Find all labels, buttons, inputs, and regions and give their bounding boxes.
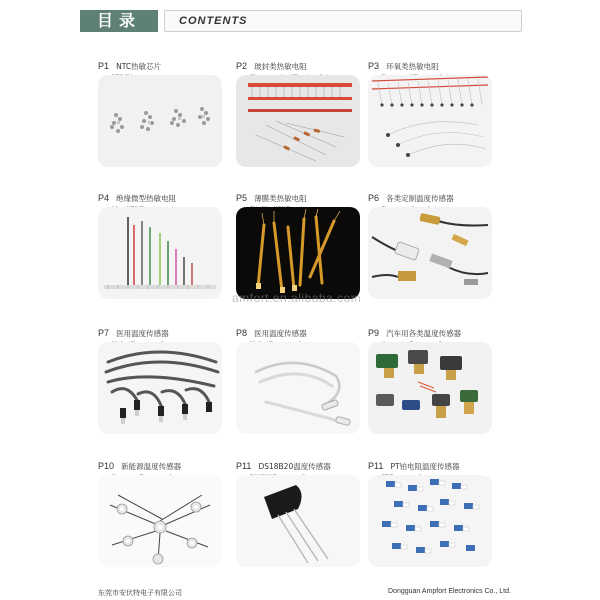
page-number: P9 (368, 328, 380, 338)
item-name-cn: 玻封类热敏电阻 (254, 62, 307, 71)
item-label (98, 54, 226, 74)
page-number: P4 (98, 193, 110, 203)
item-label (368, 454, 496, 474)
item-name-cn: 各类定制温度传感器 (386, 194, 454, 203)
header-title-cn: 目录 (80, 10, 158, 32)
medical-sensor-cable-photo (98, 342, 222, 434)
page-number: P3 (368, 61, 380, 71)
ntc-chip-photo (98, 75, 222, 167)
catalog-item-p4[interactable] (98, 186, 226, 206)
automotive-sensor-photo (368, 342, 492, 434)
catalog-item-p7[interactable] (98, 321, 226, 341)
custom-sensor-photo (368, 207, 492, 299)
item-name-cn: 新能源温度传感器 (121, 462, 182, 471)
item-label (368, 54, 496, 74)
catalog-item-p10[interactable] (98, 454, 226, 474)
item-name-cn: 汽车用各类温度传感器 (386, 329, 462, 338)
pt-sensor-photo (368, 475, 492, 567)
medical-probe-photo (236, 342, 360, 434)
item-name-cn: 医用温度传感器 (254, 329, 307, 338)
item-label (236, 186, 364, 206)
item-label (98, 321, 226, 341)
catalog-item-p11-pt[interactable] (368, 454, 496, 474)
item-label (236, 454, 364, 474)
page-number: P1 (98, 61, 110, 71)
item-label (236, 321, 364, 341)
catalog-item-p1[interactable] (98, 54, 226, 74)
header-bar (164, 10, 522, 32)
glass-thermistor-photo (236, 75, 360, 167)
item-name-cn: PT铂电阻温度传感器 (390, 462, 460, 471)
catalog-item-p5[interactable] (236, 186, 364, 206)
item-name-cn: 环氧类热敏电阻 (386, 62, 439, 71)
item-name-cn: 薄膜类热敏电阻 (254, 194, 307, 203)
page-number: P5 (236, 193, 248, 203)
thin-film-thermistor-photo (236, 207, 360, 299)
page-number: P2 (236, 61, 248, 71)
catalog-item-p3[interactable] (368, 54, 496, 74)
item-name-cn: 绝缘微型热敏电阻 (116, 194, 177, 203)
item-label (368, 186, 496, 206)
item-label (98, 186, 226, 206)
catalog-item-p6[interactable] (368, 186, 496, 206)
new-energy-sensor-photo (98, 475, 222, 567)
catalog-item-p9[interactable] (368, 321, 496, 341)
epoxy-thermistor-photo (368, 75, 492, 167)
micro-thermistor-photo (98, 207, 222, 299)
item-label (98, 454, 226, 474)
item-name-cn: NTC热敏芯片 (116, 62, 162, 71)
page-number: P11 (236, 461, 252, 471)
item-name-cn: DS18B20温度传感器 (258, 462, 331, 471)
ds18b20-sensor-photo (236, 475, 360, 567)
page-number: P6 (368, 193, 380, 203)
item-label (236, 54, 364, 74)
page-number: P7 (98, 328, 110, 338)
item-label (368, 321, 496, 341)
footer-company-en: Dongguan Ampfort Electronics Co., Ltd. (388, 588, 511, 595)
footer-company-cn: 东莞市安伏特电子有限公司 (98, 589, 182, 597)
header-title-en: CONTENTS (179, 15, 248, 27)
catalog-item-p8[interactable] (236, 321, 364, 341)
page-number: P11 (368, 461, 384, 471)
catalog-item-p11-ds18b20[interactable] (236, 454, 364, 474)
catalog-item-p2[interactable] (236, 54, 364, 74)
contents-header (80, 10, 520, 32)
page-number: P10 (98, 461, 115, 471)
watermark: amfort.en.alibaba.com (232, 291, 362, 305)
item-name-cn: 医用温度传感器 (116, 329, 169, 338)
page-number: P8 (236, 328, 248, 338)
